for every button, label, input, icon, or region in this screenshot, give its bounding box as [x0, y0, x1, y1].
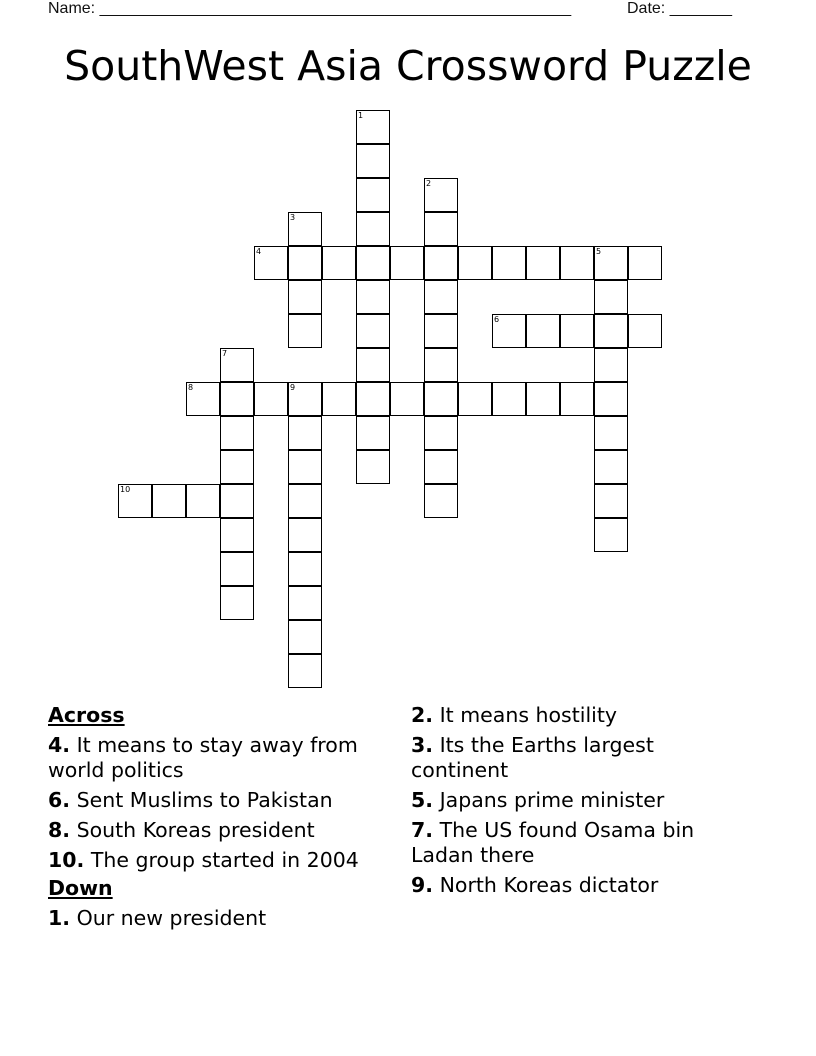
grid-cell[interactable]	[424, 450, 458, 484]
grid-cell[interactable]	[356, 110, 390, 144]
cell-number: 5	[596, 247, 602, 256]
grid-cell[interactable]	[356, 348, 390, 382]
clue-text: Our new president	[76, 906, 267, 930]
clue-number: 2.	[411, 703, 434, 727]
clue-number: 5.	[411, 788, 434, 812]
page-title: SouthWest Asia Crossword Puzzle	[64, 42, 752, 90]
grid-cell[interactable]	[220, 586, 254, 620]
grid-cell[interactable]	[458, 246, 492, 280]
grid-cell[interactable]	[390, 246, 424, 280]
clue-number: 6.	[48, 788, 71, 812]
clue-down-9	[411, 873, 751, 898]
clue-number: 4.	[48, 733, 71, 757]
grid-cell[interactable]	[322, 246, 356, 280]
grid-cell[interactable]	[356, 314, 390, 348]
grid-cell[interactable]	[288, 416, 322, 450]
clue-text: The US found Osama bin Ladan there	[411, 818, 695, 867]
grid-cell[interactable]	[288, 586, 322, 620]
grid-cell[interactable]	[424, 212, 458, 246]
clue-across-6	[48, 788, 398, 813]
grid-cell[interactable]	[288, 280, 322, 314]
grid-cell[interactable]	[594, 246, 628, 280]
grid-cell[interactable]	[118, 484, 152, 518]
grid-cell[interactable]	[288, 212, 322, 246]
grid-cell[interactable]	[254, 382, 288, 416]
grid-cell[interactable]	[186, 484, 220, 518]
cell-number: 2	[426, 179, 432, 188]
grid-cell[interactable]	[492, 382, 526, 416]
clue-number: 3.	[411, 733, 434, 757]
grid-cell[interactable]	[628, 314, 662, 348]
grid-cell[interactable]	[594, 314, 628, 348]
grid-cell[interactable]	[288, 246, 322, 280]
grid-cell[interactable]	[594, 280, 628, 314]
clue-text: It means to stay away from world politics	[48, 733, 358, 782]
grid-cell[interactable]	[526, 246, 560, 280]
grid-cell[interactable]	[594, 382, 628, 416]
cell-number: 9	[290, 383, 296, 392]
grid-cell[interactable]	[288, 314, 322, 348]
clue-number: 9.	[411, 873, 434, 897]
clue-down-5	[411, 788, 751, 813]
grid-cell[interactable]	[424, 382, 458, 416]
cell-number: 10	[120, 485, 131, 494]
grid-cell[interactable]	[288, 620, 322, 654]
clues-right-column	[411, 703, 751, 903]
grid-cell[interactable]	[220, 382, 254, 416]
grid-cell[interactable]	[594, 416, 628, 450]
grid-cell[interactable]	[492, 246, 526, 280]
grid-cell[interactable]	[356, 416, 390, 450]
grid-cell[interactable]	[628, 246, 662, 280]
clue-number: 1.	[48, 906, 71, 930]
grid-cell[interactable]	[356, 382, 390, 416]
clue-text: It means hostility	[439, 703, 618, 727]
clue-number: 7.	[411, 818, 434, 842]
grid-cell[interactable]	[424, 314, 458, 348]
grid-cell[interactable]	[356, 144, 390, 178]
grid-cell[interactable]	[288, 518, 322, 552]
clue-text: Sent Muslims to Pakistan	[76, 788, 333, 812]
clue-text: Japans prime minister	[439, 788, 665, 812]
grid-cell[interactable]	[356, 450, 390, 484]
grid-cell[interactable]	[560, 246, 594, 280]
grid-cell[interactable]	[220, 416, 254, 450]
clue-across-8	[48, 818, 398, 843]
clue-text: The group started in 2004	[90, 848, 359, 872]
cell-number: 7	[222, 349, 228, 358]
grid-cell[interactable]	[424, 280, 458, 314]
grid-cell[interactable]	[424, 416, 458, 450]
cell-number: 8	[188, 383, 194, 392]
grid-cell[interactable]	[424, 178, 458, 212]
across-heading: Across	[48, 703, 125, 727]
grid-cell[interactable]	[322, 382, 356, 416]
grid-cell[interactable]	[288, 450, 322, 484]
grid-cell[interactable]	[594, 484, 628, 518]
grid-cell[interactable]	[526, 382, 560, 416]
grid-cell[interactable]	[560, 382, 594, 416]
grid-cell[interactable]	[424, 348, 458, 382]
grid-cell[interactable]	[356, 280, 390, 314]
clue-down-7	[411, 818, 751, 868]
name-field-label: Name: _____________________________________________________	[48, 0, 572, 17]
grid-cell[interactable]	[288, 382, 322, 416]
grid-cell[interactable]	[594, 348, 628, 382]
cell-number: 1	[358, 111, 364, 120]
clue-across-10	[48, 848, 398, 873]
grid-cell[interactable]	[458, 382, 492, 416]
grid-cell[interactable]	[560, 314, 594, 348]
grid-cell[interactable]	[288, 552, 322, 586]
grid-cell[interactable]	[152, 484, 186, 518]
date-field-label: Date: _______	[627, 0, 732, 17]
clue-text: Its the Earths largest continent	[411, 733, 654, 782]
grid-cell[interactable]	[288, 484, 322, 518]
grid-cell[interactable]	[220, 348, 254, 382]
grid-cell[interactable]	[186, 382, 220, 416]
grid-cell[interactable]	[424, 484, 458, 518]
grid-cell[interactable]	[492, 314, 526, 348]
grid-cell[interactable]	[390, 382, 424, 416]
clue-down-2	[411, 703, 751, 728]
grid-cell[interactable]	[220, 450, 254, 484]
grid-cell[interactable]	[356, 178, 390, 212]
clues-left-column	[48, 703, 398, 936]
grid-cell[interactable]	[288, 654, 322, 688]
grid-cell[interactable]	[594, 518, 628, 552]
clue-down-3	[411, 733, 751, 783]
grid-cell[interactable]	[356, 212, 390, 246]
grid-cell[interactable]	[220, 484, 254, 518]
clue-number: 8.	[48, 818, 71, 842]
clue-across-4	[48, 733, 398, 783]
grid-cell[interactable]	[424, 246, 458, 280]
cell-number: 6	[494, 315, 500, 324]
cell-number: 4	[256, 247, 262, 256]
clue-text: North Koreas dictator	[439, 873, 659, 897]
cell-number: 3	[290, 213, 296, 222]
grid-cell[interactable]	[526, 314, 560, 348]
grid-cell[interactable]	[356, 246, 390, 280]
grid-cell[interactable]	[220, 552, 254, 586]
clue-number: 10.	[48, 848, 85, 872]
grid-cell[interactable]	[254, 246, 288, 280]
grid-cell[interactable]	[220, 518, 254, 552]
clue-down-1	[48, 906, 398, 931]
down-heading: Down	[48, 876, 113, 900]
clue-text: South Koreas president	[76, 818, 315, 842]
grid-cell[interactable]	[594, 450, 628, 484]
